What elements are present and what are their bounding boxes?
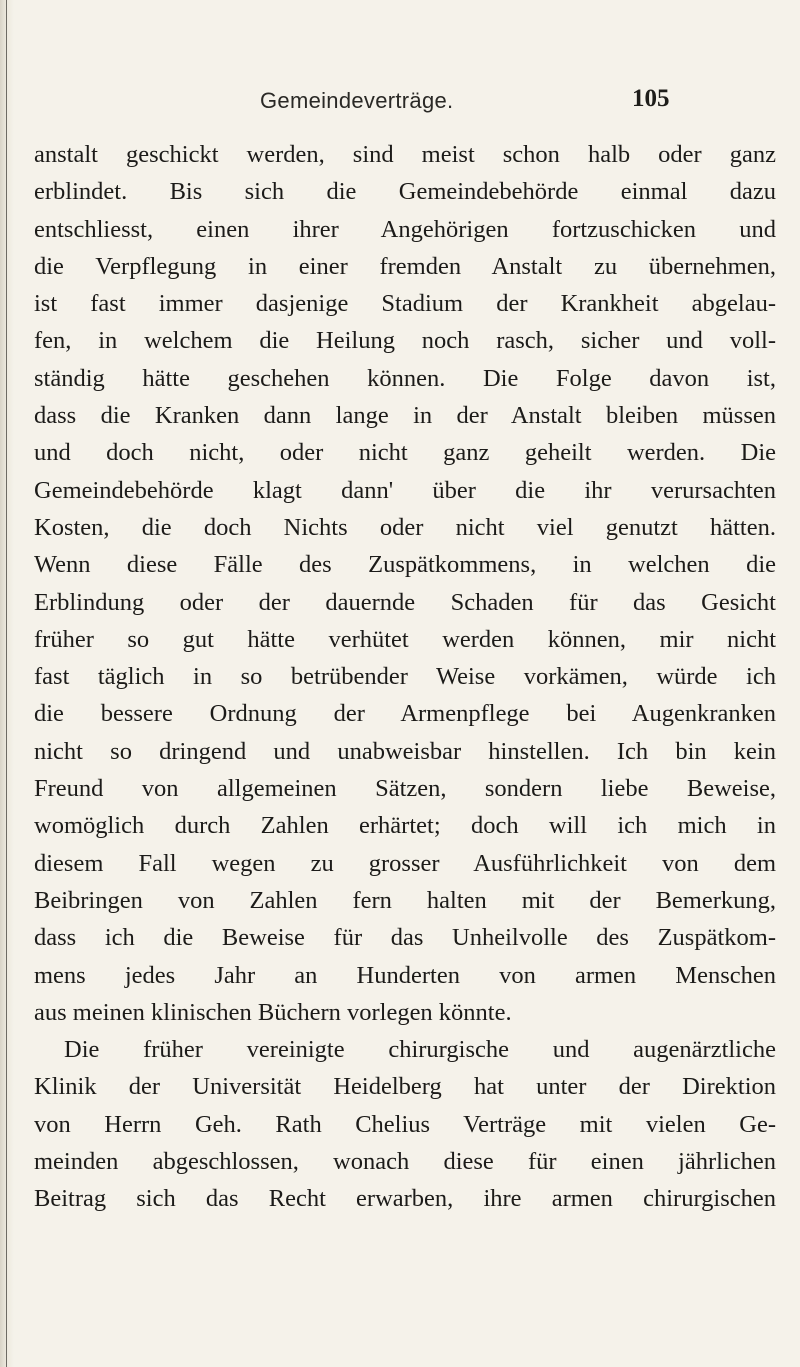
text-line: die bessere Ordnung der Armenpflege bei Augenkranken xyxy=(34,700,776,728)
page-number: 105 xyxy=(632,85,670,112)
body-text xyxy=(34,136,776,1218)
text-line: Beibringen von Zahlen fern halten mit der Bemerkung, xyxy=(34,886,776,914)
running-title: Gemeindeverträge. xyxy=(260,88,454,113)
text-line: meinden abgeschlossen, wonach diese für einen jährlichen xyxy=(34,1148,776,1176)
text-line: Beitrag sich das Recht erwarben, ihre armen chirurgischen xyxy=(34,1185,776,1213)
paragraph-end-line: aus meinen klinischen Büchern vorlegen könnte. xyxy=(34,998,512,1026)
text-line: erblindet. Bis sich die Gemeindebehörde einmal dazu xyxy=(34,178,776,206)
text-line: früher so gut hätte verhütet werden können, mir nicht xyxy=(34,625,776,653)
text-line: Freund von allgemeinen Sätzen, sondern liebe Beweise, xyxy=(34,775,776,803)
text-line: fast täglich in so betrübender Weise vorkämen, würde ich xyxy=(34,663,776,691)
text-line: anstalt geschickt werden, sind meist schon halb oder ganz xyxy=(34,141,776,168)
text-line: Klinik der Universität Heidelberg hat unter der Direktion xyxy=(34,1073,776,1101)
text-line: Wenn diese Fälle des Zuspätkommens, in welchen die xyxy=(34,551,776,579)
running-head xyxy=(0,84,800,118)
text-line: fen, in welchem die Heilung noch rasch, sicher und voll- xyxy=(34,327,776,355)
text-line: von Herrn Geh. Rath Chelius Verträge mit vielen Ge- xyxy=(34,1110,776,1138)
text-line: mens jedes Jahr an Hunderten von armen Menschen xyxy=(34,961,776,989)
text-line: Gemeindebehörde klagt dann' über die ihr verursachten xyxy=(34,476,776,504)
text-line: diesem Fall wegen zu grosser Ausführlichkeit von dem xyxy=(34,849,776,877)
text-line: Erblindung oder der dauernde Schaden für das Gesicht xyxy=(34,588,776,616)
text-line: dass ich die Beweise für das Unheilvolle des Zuspätkom- xyxy=(34,924,776,952)
text-line: die Verpflegung in einer fremden Anstalt zu übernehmen, xyxy=(34,252,776,280)
text-line: und doch nicht, oder nicht ganz geheilt werden. Die xyxy=(34,439,776,467)
text-line: entschliesst, einen ihrer Angehörigen fortzuschicken und xyxy=(34,215,776,243)
text-line: ist fast immer dasjenige Stadium der Krankheit abgelau- xyxy=(34,290,776,318)
text-line: nicht so dringend und unabweisbar hinstellen. Ich bin kein xyxy=(34,737,776,765)
paragraph-start-line: Die früher vereinigte chirurgische und augenärztliche xyxy=(64,1036,776,1064)
text-line: Kosten, die doch Nichts oder nicht viel genutzt hätten. xyxy=(34,513,776,541)
text-line: womöglich durch Zahlen erhärtet; doch will ich mich in xyxy=(34,812,776,840)
text-line: dass die Kranken dann lange in der Anstalt bleiben müssen xyxy=(34,402,776,430)
binding-line xyxy=(6,0,7,1367)
text-line: ständig hätte geschehen können. Die Folge davon ist, xyxy=(34,364,776,392)
page-spine-edge xyxy=(0,0,14,1367)
